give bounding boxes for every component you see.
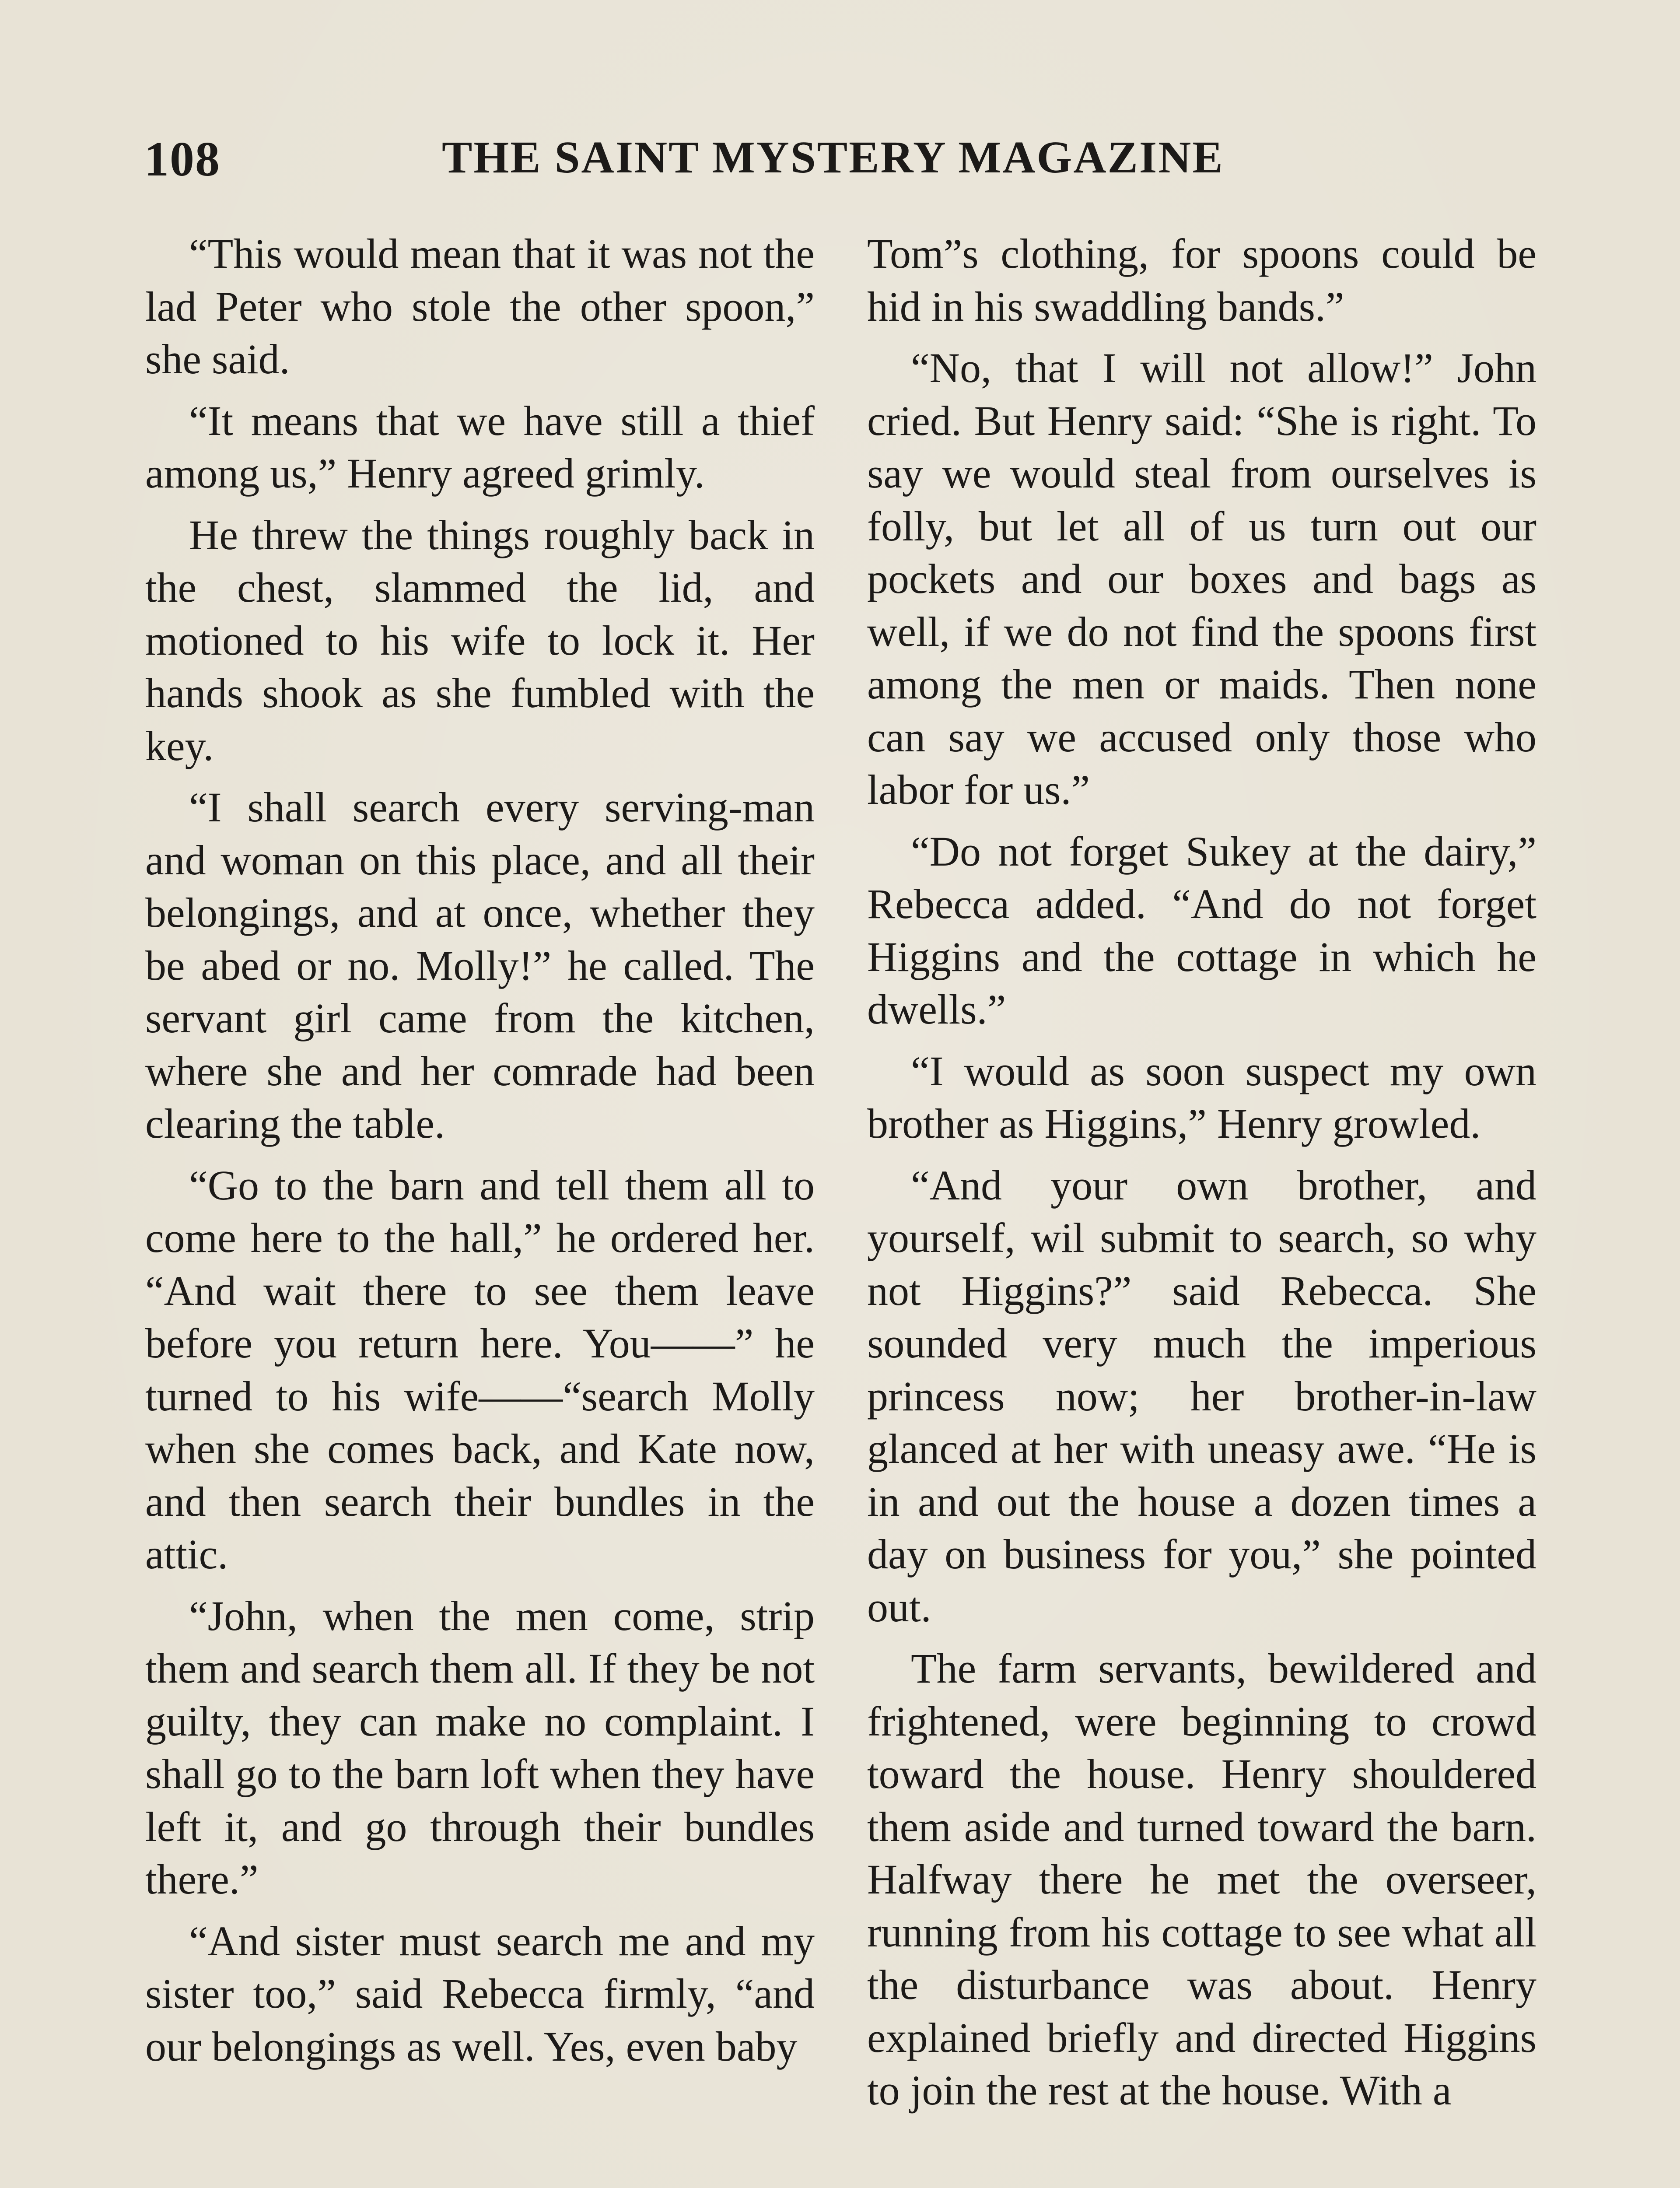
right-column: [867, 228, 1536, 2126]
running-head: [144, 131, 1536, 193]
paragraph-continued: Tom”s clothing, for spoons could be hid in his swaddling bands.”: [867, 230, 1536, 330]
paragraph: “This would mean that it was not the lad Peter who stole the other spoon,” she said.: [145, 230, 815, 382]
paragraph: The farm servants, bewildered and frightened, were beginning to crowd toward the house. Henry shouldered them aside and turned toward the barn. Halfway there he met the overseer, running from his cottage to see what all the disturbance was about. Henry explained briefly and directed Higgins to join the rest at the house. With a: [867, 1645, 1536, 2114]
paragraph: “I shall search every serving-man and woman on this place, and all their belongings, and at once, whether they be abed or no. Molly!” he called. The servant girl came from the kitchen, where she and her comrade had been clearing the table.: [145, 784, 815, 1147]
page-number: 108: [144, 132, 220, 186]
paragraph: “And your own brother, and yourself, wil submit to search, so why not Higgins?” said Rebecca. She sounded very much the imperious princess now; her brother-in-law glanced at her with uneasy awe. “He is in and out the house a dozen times a day on business for you,” she pointed out.: [867, 1161, 1536, 1630]
paragraph: “Do not forget Sukey at the dairy,” Rebecca added. “And do not forget Higgins and the cottage in which he dwells.”: [867, 828, 1536, 1033]
paragraph: “It means that we have still a thief among us,” Henry agreed grimly.: [145, 397, 815, 497]
paragraph: “John, when the men come, strip them and search them all. If they be not guilty, they can make no complaint. I shall go to the barn loft when they have left it, and go through their bundles there.”: [145, 1592, 815, 1903]
magazine-title: THE SAINT MYSTERY MAGAZINE: [442, 132, 1224, 182]
paragraph: “And sister must search me and my sister too,” said Rebecca firmly, “and our belongings as well. Yes, even baby: [145, 1917, 815, 2070]
left-column: [145, 228, 815, 2082]
paragraph: “No, that I will not allow!” John cried. But Henry said: “She is right. To say we would steal from ourselves is folly, but let all of us turn out our pockets and our boxes and bags as well, if we do not find the spoons first among the men or maids. Then none can say we accused only those who labor for us.”: [867, 344, 1536, 813]
paragraph: “I would as soon suspect my own brother as Higgins,” Henry growled.: [867, 1047, 1536, 1147]
paragraph: He threw the things roughly back in the chest, slammed the lid, and motioned to his wife to lock it. Her hands shook as she fumbled with the key.: [145, 511, 815, 769]
paragraph: “Go to the barn and tell them all to come here to the hall,” he ordered her. “And wait there to see them leave before you return here. You——” he turned to his wife——“search Molly when she comes back, and Kate now, and then search their bundles in the attic.: [145, 1161, 815, 1578]
